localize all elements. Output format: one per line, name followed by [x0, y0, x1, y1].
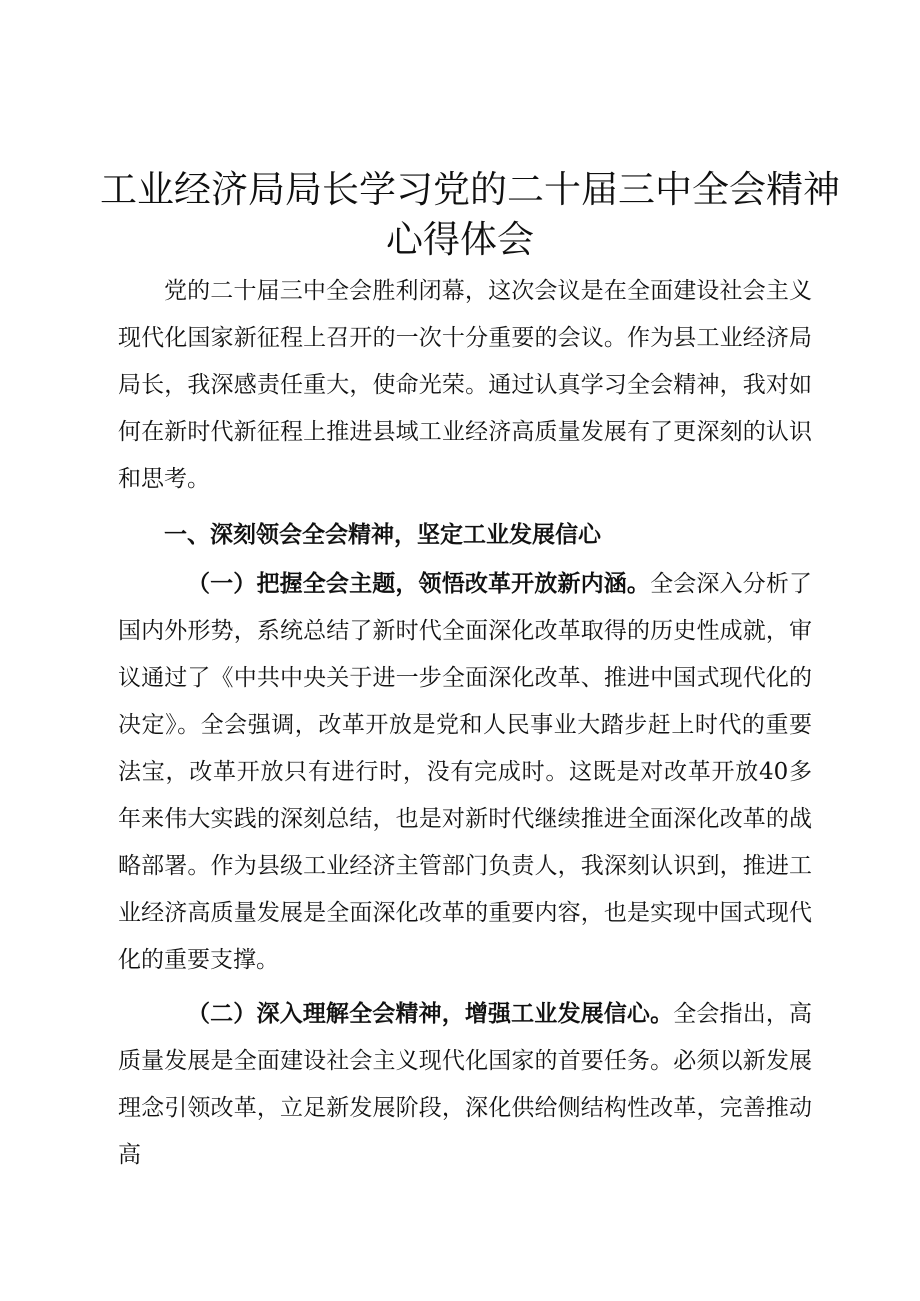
document-body [118, 268, 812, 1179]
subsection-1-heading: （一）把握全会主题，领悟改革开放新内涵。 [187, 570, 651, 597]
document-title-line-1: 工业经济局局长学习党的二十届三中全会精神 [100, 168, 840, 211]
document-title-line-2: 心得体会 [386, 218, 534, 261]
subsection-1-paragraph [118, 560, 812, 984]
intro-paragraph: 党的二十届三中全会胜利闭幕，这次会议是在全面建设社会主义现代化国家新征程上召开的一次十分重要的会议。作为县工业经济局局长，我深感责任重大，使命光荣。通过认真学习全会精神，我对如何在新时代新征程上推进县域工业经济高质量发展有了更深刻的认识和思考。 [118, 278, 812, 492]
subsection-1-text: 全会深入分析了国内外形势，系统总结了新时代全面深化改革取得的历史性成就，审议通过了《中共中央关于进一步全面深化改革、推进中国式现代化的决定》。全会强调，改革开放是党和人民事业大踏步赶上时代的重要法宝，改革开放只有进行时，没有完成时。这既是对改革开放40多年来伟大实践的深刻总结，也是对新时代继续推进全面深化改革的战略部署。作为县级工业经济主管部门负责人，我深刻认识到，推进工业经济高质量发展是全面深化改革的重要内容，也是实现中国式现代化的重要支撑。 [118, 571, 813, 973]
subsection-2-heading: （二）深入理解全会精神，增强工业发展信心。 [187, 1000, 674, 1027]
subsection-2-text: 全会指出，高质量发展是全面建设社会主义现代化国家的首要任务。必须以新发展理念引领改革，立足新发展阶段，深化供给侧结构性改革，完善推动高 [118, 1001, 813, 1168]
section-1-heading: 一、深刻领会全会精神，坚定工业发展信心 [164, 521, 601, 548]
subsection-2-paragraph [118, 990, 812, 1179]
